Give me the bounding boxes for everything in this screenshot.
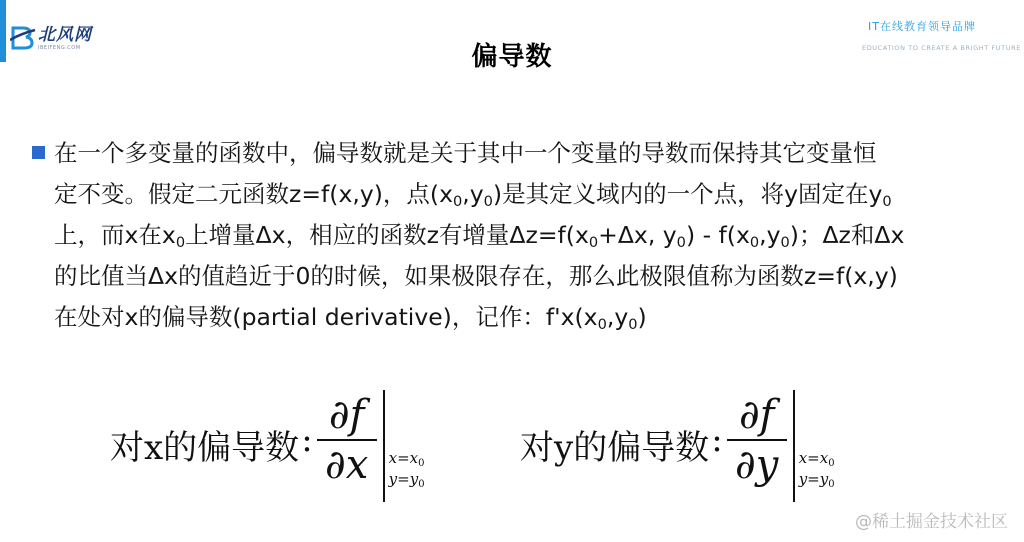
- fraction-numerator: ∂f: [328, 392, 365, 438]
- formula-label: 对x的偏导数: [110, 428, 300, 468]
- logo-url: IBEIFENG.COM: [38, 45, 81, 51]
- fraction-bar: [727, 439, 787, 441]
- evaluation-bar: [383, 390, 385, 502]
- logo-text: 北风网: [38, 25, 92, 45]
- fraction-denominator: ∂y: [735, 442, 779, 488]
- evaluation-conditions: [389, 448, 425, 490]
- condition-x: $x=x_0$: [798, 449, 835, 469]
- formula-label: 对y的偏导数: [520, 428, 710, 468]
- fraction: [727, 392, 787, 488]
- condition-y: $y=y_0$: [388, 470, 425, 490]
- paragraph-line-5: 在处对x的偏导数(partial derivative)，记作：$f'x(x_0,y_0)$: [54, 303, 647, 334]
- condition-x: $x=x_0$: [388, 449, 425, 469]
- bullet-square: [32, 146, 45, 159]
- paragraph-line-2: 定不变。假定二元函数z=f(x,y)，点$(x_0,y_0)$是其定义域内的一个点，将y固定在$y_0$: [54, 180, 892, 211]
- paragraph-line-3: 上，而x在$x_0$上增量Δx，相应的函数z有增量$\Delta z=f(x_0+\Delta x$, $y_0) - f(x_0,y_0)$；Δz和Δx: [54, 221, 905, 252]
- tagline-cn: IT在线教育领导品牌: [868, 20, 976, 33]
- formula-colon: :: [711, 420, 723, 460]
- fraction: [317, 392, 377, 488]
- definition-paragraph: [54, 133, 1014, 338]
- evaluation-conditions: [799, 448, 835, 490]
- page-title: 偏导数: [471, 42, 553, 72]
- watermark: @稀土掘金技术社区: [855, 512, 1008, 532]
- tagline-en: EDUCATION TO CREATE A BRIGHT FUTURE: [862, 44, 1021, 52]
- fraction-numerator: ∂f: [738, 392, 775, 438]
- paragraph-line-4: 的比值当Δx的值趋近于0的时候，如果极限存在，那么此极限值称为函数z=f(x,y): [54, 262, 898, 290]
- fraction-denominator: ∂x: [325, 442, 369, 488]
- paragraph-line-1: 在一个多变量的函数中，偏导数就是关于其中一个变量的导数而保持其它变量恒: [54, 139, 877, 167]
- condition-y: $y=y_0$: [798, 470, 835, 490]
- fraction-bar: [317, 439, 377, 441]
- formula-partial-x: [110, 390, 425, 502]
- formula-colon: :: [301, 420, 313, 460]
- formula-partial-y: [520, 390, 835, 502]
- evaluation-bar: [793, 390, 795, 502]
